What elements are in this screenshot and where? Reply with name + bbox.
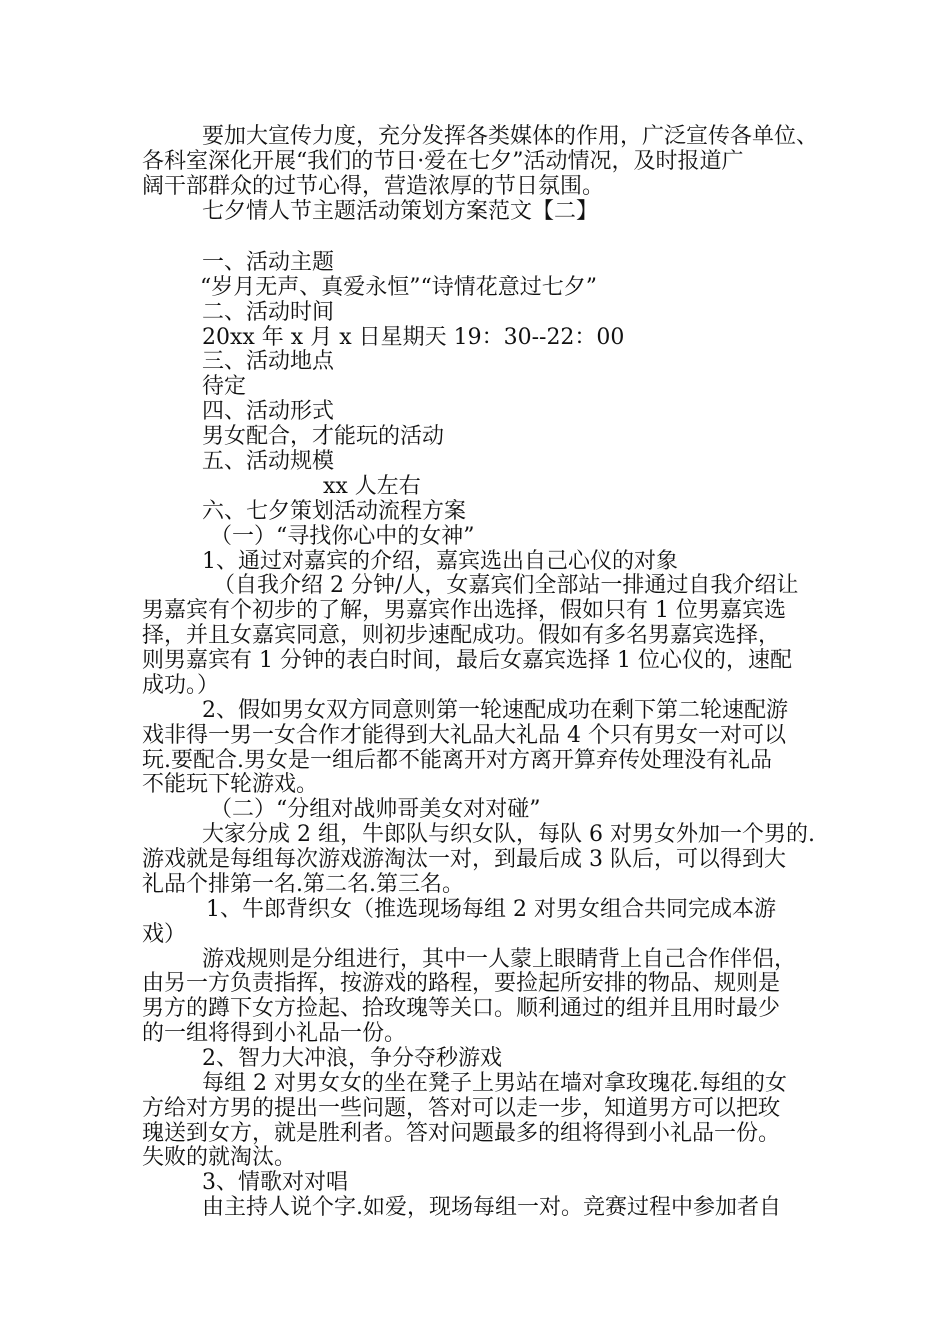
text-line: 戏） (142, 922, 187, 947)
text-line: 各科室深化开展“我们的节日·爱在七夕”活动情况，及时报道广 (142, 149, 744, 174)
text-line: 要加大宣传力度，充分发挥各类媒体的作用，广泛宣传各单位、 (202, 124, 819, 149)
text-line: 1、牛郎背织女（推选现场每组 2 对男女组合共同完成本游 (206, 897, 776, 922)
text-line: 则男嘉宾有 1 分钟的表白时间，最后女嘉宾选择 1 位心仪的，速配 (142, 648, 792, 673)
section-heading: 六、七夕策划活动流程方案 (202, 499, 467, 524)
text-line: 不能玩下轮游戏。 (142, 772, 319, 797)
text-line: 瑰送到女方，就是胜利者。答对问题最多的组将得到小礼品一份。 (142, 1121, 781, 1146)
text-line: 的一组将得到小礼品一份。 (142, 1021, 407, 1046)
section-heading: 七夕情人节主题活动策划方案范文【二】 (202, 199, 599, 224)
text-line: 男女配合，才能玩的活动 (202, 424, 445, 449)
text-line: 20xx 年 x 月 x 日星期天 19：30--22：00 (202, 325, 625, 350)
text-line: 方给对方男的提出一些问题，答对可以走一步，知道男方可以把玫 (142, 1096, 781, 1121)
text-line: 待定 (202, 374, 247, 399)
section-heading: 三、活动地点 (202, 349, 335, 374)
text-line: 1、通过对嘉宾的介绍，嘉宾选出自己心仪的对象 (202, 549, 678, 574)
text-line: 大家分成 2 组，牛郎队与织女队，每队 6 对男女外加一个男的. (202, 822, 815, 847)
text-line: 3、情歌对对唱 (202, 1170, 348, 1195)
section-heading: 一、活动主题 (202, 250, 335, 275)
text-line: xx 人左右 (323, 474, 421, 499)
text-line: 男方的蹲下女方捡起、拾玫瑰等关口。顺利通过的组并且用时最少 (142, 996, 781, 1021)
text-line: 2、假如男女双方同意则第一轮速配成功在剩下第二轮速配游 (202, 698, 788, 723)
text-line: 失败的就淘汰。 (142, 1145, 297, 1170)
section-heading: 四、活动形式 (202, 399, 335, 424)
text-line: 由主持人说个字.如爱，现场每组一对。竞赛过程中参加者自 (202, 1195, 781, 1220)
text-line: 择，并且女嘉宾同意，则初步速配成功。假如有多名男嘉宾选择， (142, 623, 781, 648)
subsection-heading: （一）“寻找你心中的女神” (210, 524, 475, 549)
section-heading: 二、活动时间 (202, 300, 335, 325)
text-line: 成功。） (142, 673, 220, 698)
text-line: 玩.要配合.男女是一组后都不能离开对方离开算弃传处理没有礼品 (142, 748, 772, 773)
text-line: 阔干部群众的过节心得，营造浓厚的节日氛围。 (142, 174, 605, 199)
text-line: 游戏规则是分组进行，其中一人蒙上眼睛背上自己合作伴侣， (202, 947, 797, 972)
text-line: 每组 2 对男女女的坐在凳子上男站在墙对拿玫瑰花.每组的女 (202, 1071, 787, 1096)
text-line: 由另一方负责指挥，按游戏的路程，要捡起所安排的物品、规则是 (142, 971, 781, 996)
text-line: “岁月无声、真爱永恒”“诗情花意过七夕” (200, 275, 597, 300)
text-line: 礼品个排第一名.第二名.第三名。 (142, 872, 464, 897)
subsection-heading: （二）“分组对战帅哥美女对对碰” (210, 797, 541, 822)
text-line: 男嘉宾有个初步的了解，男嘉宾作出选择，假如只有 1 位男嘉宾选 (142, 598, 786, 623)
text-line: （自我介绍 2 分钟/人，女嘉宾们全部站一排通过自我介绍让 (213, 573, 799, 598)
text-line: 2、智力大冲浪，争分夺秒游戏 (202, 1046, 502, 1071)
section-heading: 五、活动规模 (202, 449, 335, 474)
text-line: 游戏就是每组每次游戏游淘汰一对，到最后成 3 队后，可以得到大 (142, 847, 786, 872)
text-line: 戏非得一男一女合作才能得到大礼品大礼品 4 个只有男女一对可以 (142, 723, 786, 748)
